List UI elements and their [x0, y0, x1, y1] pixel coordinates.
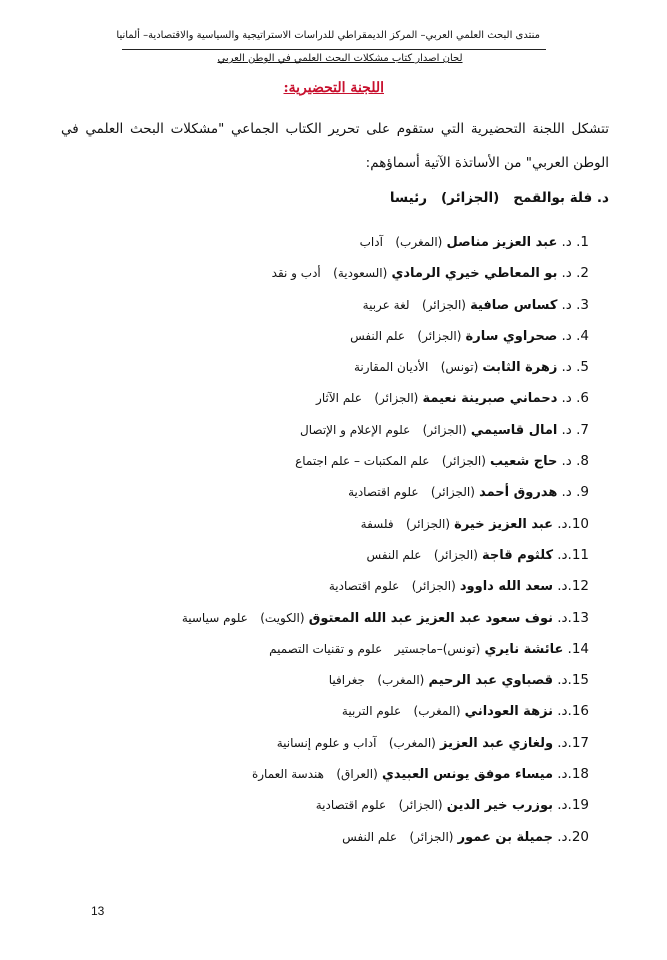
member-country: (المغرب): [413, 704, 461, 719]
member-name: جميلة بن عمور: [457, 829, 554, 845]
member-number: 9. د.: [561, 484, 589, 501]
member-country: (المغرب): [377, 673, 425, 688]
list-item: [182, 701, 589, 732]
member-number: 12.د.: [557, 578, 589, 595]
member-number: 2. د.: [561, 265, 589, 282]
list-item: [182, 514, 589, 545]
member-country: (الجزائر): [405, 516, 450, 531]
member-number: 10.د.: [557, 515, 589, 532]
member-name: زهرة الثابت: [482, 360, 558, 376]
member-name: حاج شعيب: [490, 454, 558, 470]
member-number: 1. د.: [561, 234, 589, 250]
header-organization: منتدى البحث العلمي العربي– المركز الديمقراطي للدراسات الاستراتيجية والسياسية والاقتصادية– ألمانيا: [116, 30, 540, 41]
list-item: [182, 639, 589, 670]
members-list: [182, 232, 589, 858]
list-item: [182, 795, 589, 826]
member-name: عبد العزيز خيرة: [454, 516, 554, 532]
member-name: نزهة العوداني: [464, 704, 554, 720]
chair-role: رئيسا: [389, 190, 427, 206]
member-field: فلسفة: [360, 516, 394, 531]
member-number: 17.د.: [557, 734, 589, 751]
member-field: علوم التربية: [341, 704, 402, 719]
member-country: (الجزائر): [398, 798, 443, 813]
member-field: الأديان المقارنة: [353, 360, 429, 375]
list-item: [182, 827, 589, 858]
member-name: سعد الله داوود: [459, 579, 554, 595]
member-field: علوم الإعلام و الإتصال: [300, 422, 411, 437]
member-country: (الجزائر): [374, 391, 419, 406]
chair-name: د. فلة بوالقمح: [513, 190, 609, 206]
member-field: هندسة العمارة: [251, 767, 324, 782]
list-item: [182, 764, 589, 795]
list-item: [182, 326, 589, 357]
member-field: علوم سياسية: [181, 610, 248, 625]
member-field: علوم اقتصادية: [315, 798, 387, 813]
member-field: علوم اقتصادية: [328, 579, 400, 594]
member-name: امال قاسيمي: [470, 422, 558, 438]
member-number: 8. د.: [561, 453, 589, 470]
member-number: 14.: [567, 640, 589, 657]
member-name: هدروق أحمد: [479, 485, 558, 501]
member-country: (المغرب): [395, 235, 443, 249]
list-item: [182, 608, 589, 639]
member-number: 20.د.: [557, 828, 589, 845]
member-number: 16.د.: [557, 703, 589, 720]
member-number: 6. د.: [561, 390, 589, 407]
member-number: 18.د.: [557, 766, 589, 783]
chair-country: (الجزائر): [441, 190, 500, 206]
intro-paragraph: تتشكل اللجنة التحضيرية التي ستقوم على تحرير الكتاب الجماعي "مشكلات البحث العلمي في الوطن العربي" من الأساتذة الآتية أسماؤهم:: [61, 121, 609, 171]
member-field: علوم و تقنيات التصميم: [269, 641, 383, 656]
member-country: (المغرب): [388, 735, 436, 750]
member-country: (الجزائر): [433, 547, 478, 562]
list-item: [182, 451, 589, 482]
member-field: جغرافيا: [328, 673, 365, 688]
member-country: (تونس): [440, 360, 479, 375]
member-country: (الجزائر): [421, 297, 466, 312]
list-item: [182, 670, 589, 701]
list-item: [182, 263, 589, 294]
member-field: آداب و علوم إنسانية: [276, 735, 377, 750]
member-country: (الجزائر): [417, 328, 462, 343]
member-name: صحراوي سارة: [465, 328, 558, 344]
member-number: 5. د.: [561, 359, 589, 376]
member-field: آداب: [359, 235, 383, 249]
member-country: (العراق): [336, 767, 378, 782]
list-item: [182, 357, 589, 388]
header-divider: [122, 49, 546, 50]
member-field: علم النفس: [350, 328, 405, 343]
member-number: 11.د.: [557, 546, 589, 563]
member-country: (تونس)–ماجستير: [394, 641, 481, 656]
member-number: 13.د.: [557, 609, 589, 626]
member-country: (الجزائر): [411, 579, 456, 594]
member-name: دحماني صبرينة نعيمة: [422, 391, 558, 407]
member-name: قصباوي عبد الرحيم: [428, 673, 554, 689]
page-number: 13: [91, 904, 105, 918]
member-country: (الجزائر): [422, 422, 467, 437]
member-field: علوم اقتصادية: [348, 485, 419, 500]
member-name: بو المعاطي خيري الرمادي: [391, 266, 558, 282]
member-country: (الجزائر): [441, 454, 486, 469]
member-number: 19.د.: [557, 797, 589, 814]
member-country: (الكويت): [260, 610, 305, 625]
member-name: كلثوم قاجة: [482, 547, 554, 563]
list-item: [182, 733, 589, 764]
member-country: (الجزائر): [409, 829, 454, 844]
member-name: بوزرب خير الدين: [446, 798, 554, 814]
member-name: ميساء موفق يونس العبيدي: [381, 767, 554, 783]
member-number: 15.د.: [557, 672, 589, 689]
list-item: [182, 232, 589, 263]
member-name: ولغازي عبد العزيز: [440, 735, 554, 751]
member-country: (الجزائر): [430, 485, 475, 500]
member-field: علم النفس: [342, 829, 398, 844]
list-item: [182, 545, 589, 576]
list-item: [182, 482, 589, 513]
member-name: كساس صافية: [470, 297, 558, 313]
member-field: علم الآثار: [316, 391, 362, 406]
member-field: لغة عربية: [362, 297, 410, 312]
list-item: [182, 295, 589, 326]
member-number: 7. د.: [561, 421, 589, 438]
member-name: عائشة نايري: [484, 641, 564, 657]
member-country: (السعودية): [333, 266, 388, 281]
member-name: نوف سعود عبد العزيز عبد الله المعتوق: [308, 610, 554, 626]
header-committee: لجان اصدار كتاب مشكلات البحث العلمي في الوطن العربي: [217, 53, 463, 64]
list-item: [182, 420, 589, 451]
member-field: علم النفس: [366, 547, 422, 562]
chair-line: [390, 190, 609, 206]
list-item: [182, 576, 589, 607]
member-number: 4. د.: [561, 327, 589, 344]
section-title: اللجنة التحضيرية:: [283, 80, 384, 96]
member-field: أدب و نقد: [271, 266, 321, 281]
list-item: [182, 388, 589, 419]
member-number: 3. د.: [561, 296, 589, 313]
member-field: علم المكتبات – علم اجتماع: [295, 454, 430, 469]
member-name: عبد العزيز مناصل: [446, 235, 558, 250]
